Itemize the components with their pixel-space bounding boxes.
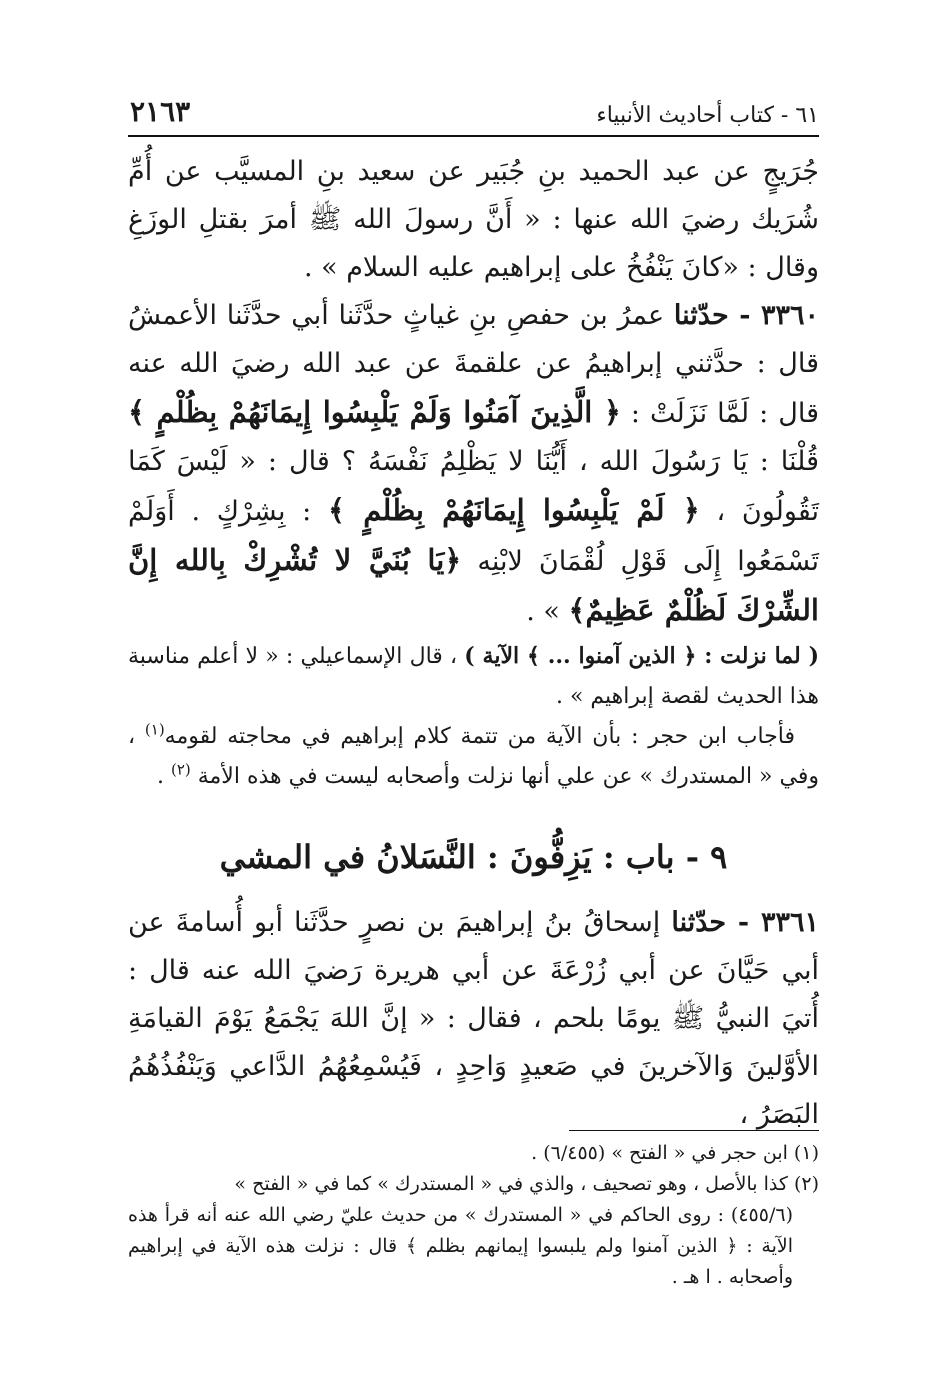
note-bold: ( لما نزلت : ﴿ الذين آمنوا ... ﴾ الآية ) [464,643,819,669]
commentary-text: فأجاب ابن حجر : بأن الآية من تتمة كلام إبراهيم في محاجته لقومه [164,724,795,749]
main-text [128,148,819,1139]
running-title: ٦١ - كتاب أحاديث الأنبياء [596,103,819,128]
page-number: ٢١٦٣ [130,95,191,128]
footnote-ref[interactable]: (١) [144,720,165,739]
footnote-2: (٢) كذا بالأصل ، وهو تصحيف ، والذي في « المستدرك » كما في « الفتح » [234,1173,819,1195]
hadith-note [128,636,819,717]
hadith-text: عمرُ بن حفصِ بنِ غياثٍ حدَّثَنا أبي حدَّثَنا الأعمشُ قال : حدَّثني إبراهيمُ عن علقمةَ عن عبد الله رضيَ الله عنه قال : لَمَّا نَزَلَتْ : [128,300,819,429]
footnote-ref[interactable]: (٢) [170,760,191,779]
header-rule [128,135,819,137]
hadith-text: : بِشِرْكٍ . أَوَلَمْ تَسْمَعُوا إِلَى قَوْلِ لُقْمَانَ لابْنِه [128,496,819,577]
quran-verse: ﴿ الَّذِينَ آمَنُوا وَلَمْ يَلْبِسُوا إِيمَانَهُمْ بِظُلْمٍ ﴾ [128,395,621,429]
commentary-text: . [156,764,171,789]
quran-verse: ﴿ لَمْ يَلْبِسُوا إِيمَانَهُمْ بِظُلْمٍ ﴾ [327,493,700,527]
hadith-3360 [128,292,819,636]
commentary [128,717,819,797]
footnote-rule [569,1130,819,1131]
hadith-number: ٣٣٦١ - حدّثنا [671,907,819,938]
footnotes [128,1138,819,1293]
hadith-text: إسحاقُ بنُ إبراهيمَ بن نصرٍ حدَّثَنا أبو أُسامةَ عن أبي حَيَّانَ عن أبي زُرْعَةَ عن أبي هريرة رَضيَ الله عنه قال : أُتيَ النبيُّ ﷺ يومًا بلحم ، فقال : « إنَّ اللهَ يَجْمَعُ يَوْمَ القيامَةِ الأوَّلينَ وَالآخرينَ في صَعيدٍ وَاحِدٍ ، فَيُسْمِعُهُمُ الدَّاعي وَيَنْفُذُهُمُ البَصَرُ ، [128,907,819,1130]
commentary-text: ، وفي « المستدرك » عن علي أنها نزلت وأصحابه ليست في هذه الأمة [128,724,819,789]
chapter-heading: ٩ - باب : يَزِفُّونَ : النَّسَلانُ في المشي [219,838,728,876]
hadith-text: قُلْنَا : يَا رَسُولَ الله ، أَيُّنَا لا يَظْلِمُ نَفْسَهُ ؟ قال : « لَيْسَ كَمَا تَقُولُونَ ، [128,446,819,527]
quran-verse: ﴿يَا بُنَيَّ لا تُشْرِكْ بِالله إِنَّ الشِّرْكَ لَظُلْمٌ عَظِيمٌ﴾ [128,543,819,627]
hadith-number: ٣٣٦٠ - حدّثنا [673,300,819,331]
note-text: ، قال الإسماعيلي : « لا أعلم مناسبة هذا الحديث لقصة إبراهيم » . [128,644,819,709]
hadith-3361 [128,899,819,1139]
footnote-1: (١) ابن حجر في « الفتح » (٦/٤٥٥) . [531,1142,819,1164]
footnote-2-continued: (٤٥٥/٦) : روى الحاكم في « المستدرك » من حديث عليّ رضي الله عنه أنه قرأ هذه الآية : ﴿ الذين آمنوا ولم يلبسوا إيمانهم بظلم ﴾ قال : نزلت هذه الآية في إبراهيم وأصحابه . ا هـ . [128,1204,793,1288]
continued-hadith: جُرَيجٍ عن عبد الحميد بنِ جُبَير عن سعيد بنِ المسيَّب عن أُمِّ شُرَيك رضيَ الله عنها : « أَنَّ رسولَ الله ﷺ أمرَ بقتلِ الوزَغِ وقال : «كانَ يَنْفُخُ على إبراهيم عليه السلام » . [128,156,820,283]
hadith-text: » . [526,596,569,627]
page-header [130,88,819,128]
